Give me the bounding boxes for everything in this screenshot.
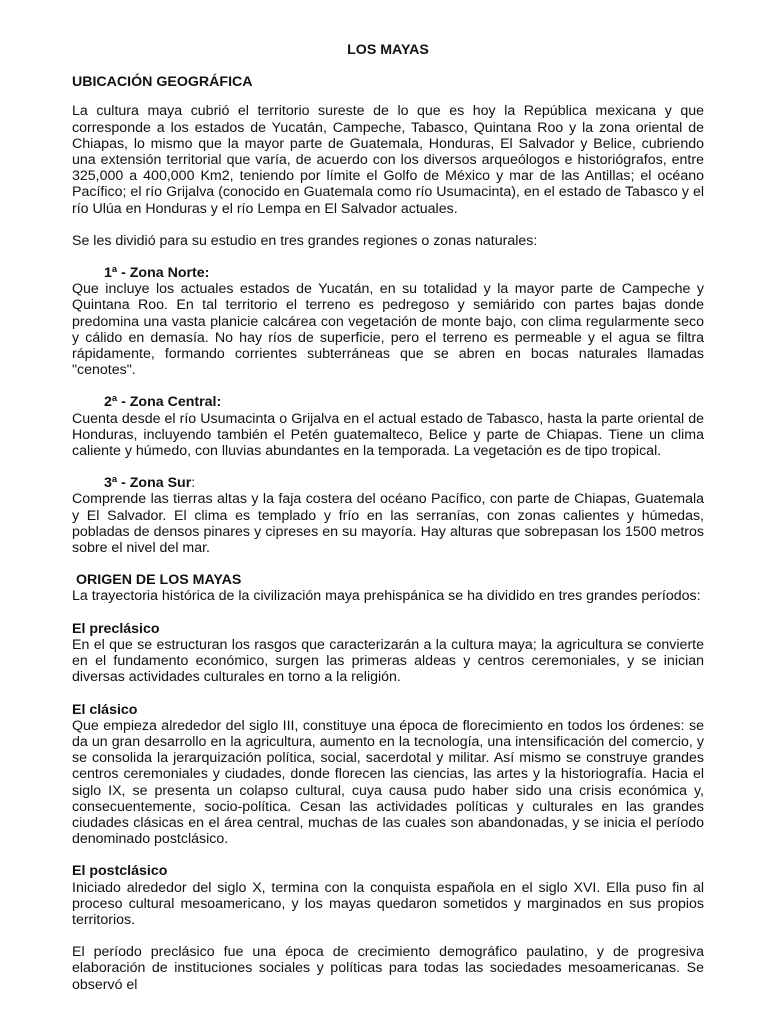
period-text-clasico: Que empieza alrededor del siglo III, constituye una época de florecimiento en todos los órdenes: se da un gran desarrollo en la agricultura, aumento en la tecnología, una intensificación del comercio, y se consolida la jerarquización política, social, sacerdotal y militar. Así mismo se construye grandes centros ceremoniales y ciudades, donde florecen las ciencias, las artes y la historiografía. Hacia el siglo IX, se presenta un colapso cultural, cuya causa pudo haber sido una crisis económica y, consecuentemente, socio-política. Cesan las actividades políticas y culturales en las grandes ciudades clásicas en el área central, muchas de las cuales son abandonadas, y se inicia el período denominado postclásico. [72,717,704,848]
period-text-postclasico: Iniciado alrededor del siglo X, termina con la conquista española en el siglo XVI. Ella puso fin al proceso cultural mesoamericano, y los mayas quedaron sometidos y marginados en sus propios territorios. [72,879,704,928]
ubicacion-paragraph-2: Se les dividió para su estudio en tres grandes regiones o zonas naturales: [72,232,538,249]
zone-text-sur: Comprende las tierras altas y la faja costera del océano Pacífico, con parte de Chiapas, Guatemala y El Salvador. El clima es templado y frío en las serranías, con zonas calientes y húmedas, pobladas de densos pinares y cipreses en su mayoría. Hay alturas que sobrepasan los 1500 metros sobre el nivel del mar. [72,491,704,557]
zone-text-central: Cuenta desde el río Usumacinta o Grijalva en el actual estado de Tabasco, hasta la parte oriental de Honduras, incluyendo también el Petén guatemalteco, Belice y parte de Chiapas. Tiene un clima caliente y húmedo, con lluvias abundantes en la temporada. La vegetación es de tipo tropical. [72,410,704,460]
period-text-preclasico: En el que se estructuran los rasgos que caracterizarán a la cultura maya; la agricultura se convierte en el fundamento económico, surgen las primeras aldeas y centros ceremoniales, y se inician diversas actividades culturales en torno a la religión. [72,636,704,686]
period-heading-preclasico: El preclásico [72,620,160,637]
zone-heading-central: 2ª - Zona Central: [104,394,222,411]
ubicacion-paragraph-1: La cultura maya cubrió el territorio sureste de lo que es hoy la República mexicana y que corresponde a los estados de Yucatán, Campeche, Tabasco, Quintana Roo y la zona oriental de Chiapas, lo mismo que la mayor parte de Guatemala, Honduras, El Salvador y Belice, cubriendo una extensión territorial que varía, de acuerdo con los diversos arqueólogos e historiógrafos, entre 325,000 a 400,000 Km2, teniendo por límite el Golfo de México y mar de las Antillas; el océano Pacífico; el río Grijalva (conocido en Guatemala como río Usumacinta), en el estado de Tabasco y el río Ulúa en Honduras y el río Lempa en El Salvador actuales. [72,103,704,217]
closing-paragraph: El período preclásico fue una época de crecimiento demográfico paulatino, y de progresiva elaboración de instituciones sociales y políticas para todas las sociedades mesoamericanas. Se observó el [72,944,704,993]
zone-text-norte: Que incluye los actuales estados de Yucatán, en su totalidad y la mayor parte de Campeche y Quintana Roo. En tal territorio el terreno es pedregoso y semiárido con partes bajas donde predomina una vasta planicie calcárea con vegetación de monte bajo, con clima regularmente seco y cálido en demasía. No hay ríos de superficie, pero el terreno es permeable y el agua se filtra rápidamente, formando corrientes subterráneas que se abren en bocas naturales llamadas "cenotes". [72,281,704,379]
zone-heading-norte: 1ª - Zona Norte: [104,265,210,282]
section-heading-origen: ORIGEN DE LOS MAYAS [76,572,242,589]
section-heading-ubicacion: UBICACIÓN GEOGRÁFICA [72,74,253,91]
document-title: LOS MAYAS [347,42,429,58]
origen-intro: La trayectoria histórica de la civilización maya prehispánica se ha dividido en tres grandes períodos: [72,588,701,605]
zone-heading-sur: 3ª - Zona Sur: [104,475,196,492]
period-heading-clasico: El clásico [72,701,138,718]
period-heading-postclasico: El postclásico [72,863,168,880]
